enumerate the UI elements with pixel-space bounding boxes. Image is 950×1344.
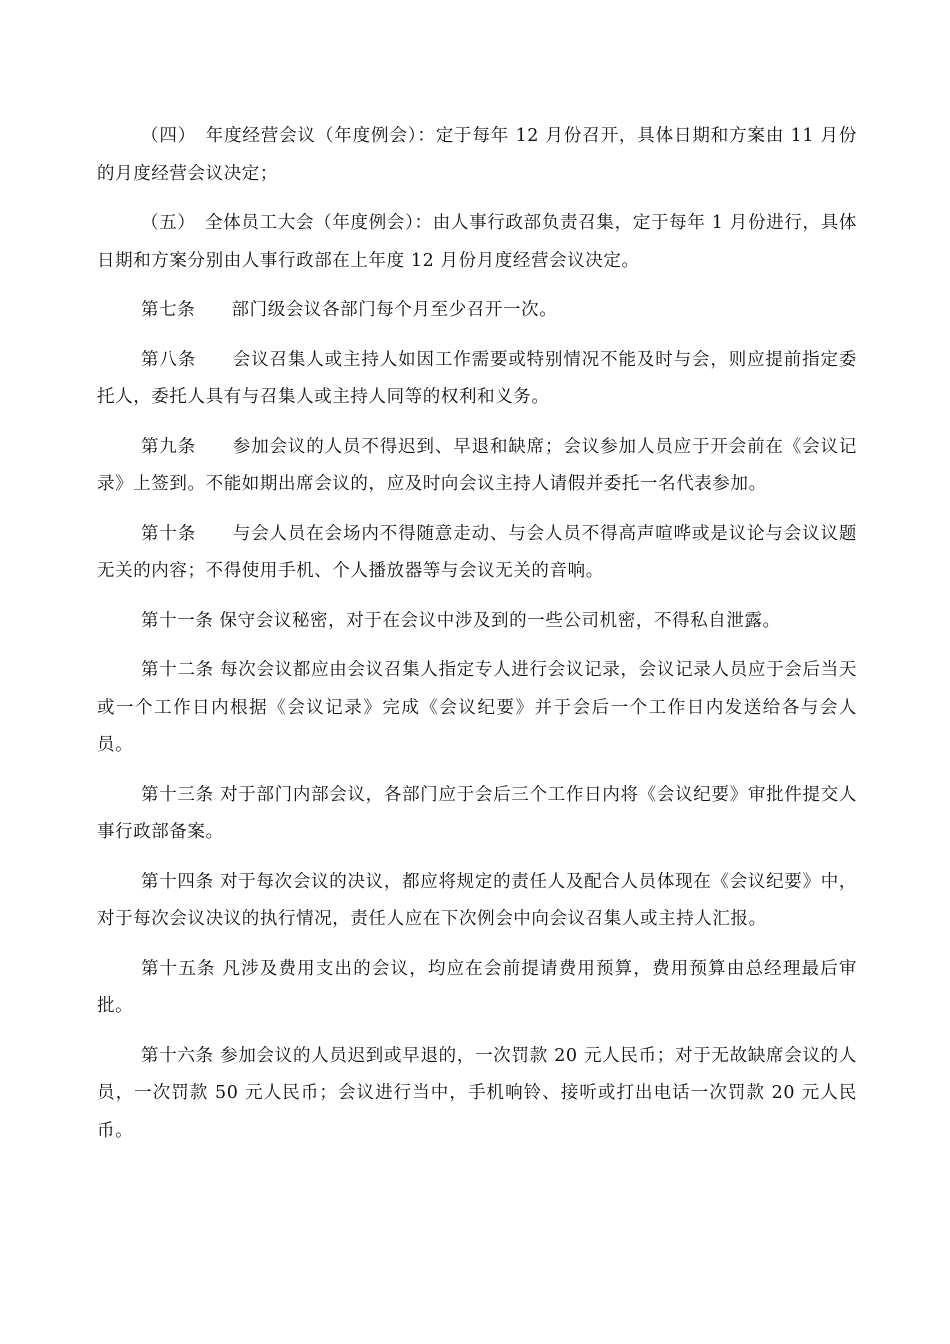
- paragraph-article-10: 第十条 与会人员在会场内不得随意走动、与会人员不得高声喧哗或是议论与会议议题无关的内容；不得使用手机、个人播放器等与会议无关的音响。: [97, 523, 857, 581]
- paragraph-article-14: 第十四条 对于每次会议的决议，都应将规定的责任人及配合人员体现在《会议纪要》中，对于每次会议决议的执行情况，责任人应在下次例会中向会议召集人或主持人汇报。: [97, 871, 857, 929]
- paragraph-article-7: 第七条 部门级会议各部门每个月至少召开一次。: [141, 300, 558, 320]
- paragraph-article-13: 第十三条 对于部门内部会议，各部门应于会后三个工作日内将《会议纪要》审批件提交人事行政部备案。: [97, 784, 857, 842]
- paragraph-article-9: 第九条 参加会议的人员不得迟到、早退和缺席；会议参加人员应于开会前在《会议记录》上签到。不能如期出席会议的，应及时向会议主持人请假并委托一名代表参加。: [97, 436, 857, 494]
- paragraph-article-15: 第十五条 凡涉及费用支出的会议，均应在会前提请费用预算，费用预算由总经理最后审批。: [97, 958, 857, 1016]
- document-page: [97, 118, 857, 1162]
- paragraph-all-staff-meeting: （五） 全体员工大会（年度例会）：由人事行政部负责召集，定于每年 1 月份进行，具体日期和方案分别由人事行政部在上年度 12 月份月度经营会议决定。: [97, 213, 857, 271]
- paragraph-annual-business-meeting: （四） 年度经营会议（年度例会）：定于每年 12 月份召开，具体日期和方案由 11 月份的月度经营会议决定；: [97, 126, 857, 184]
- paragraph-article-12: 第十二条 每次会议都应由会议召集人指定专人进行会议记录，会议记录人员应于会后当天或一个工作日内根据《会议记录》完成《会议纪要》并于会后一个工作日内发送给各与会人员。: [97, 660, 857, 755]
- paragraph-article-11: 第十一条 保守会议秘密，对于在会议中涉及到的一些公司机密，不得私自泄露。: [141, 610, 781, 631]
- paragraph-article-8: 第八条 会议召集人或主持人如因工作需要或特别情况不能及时与会，则应提前指定委托人，委托人具有与召集人或主持人同等的权利和义务。: [97, 349, 857, 407]
- paragraph-article-16: 第十六条 参加会议的人员迟到或早退的，一次罚款 20 元人民币；对于无故缺席会议的人员，一次罚款 50 元人民币；会议进行当中，手机响铃、接听或打出电话一次罚款 20 元人民币。: [97, 1045, 857, 1141]
